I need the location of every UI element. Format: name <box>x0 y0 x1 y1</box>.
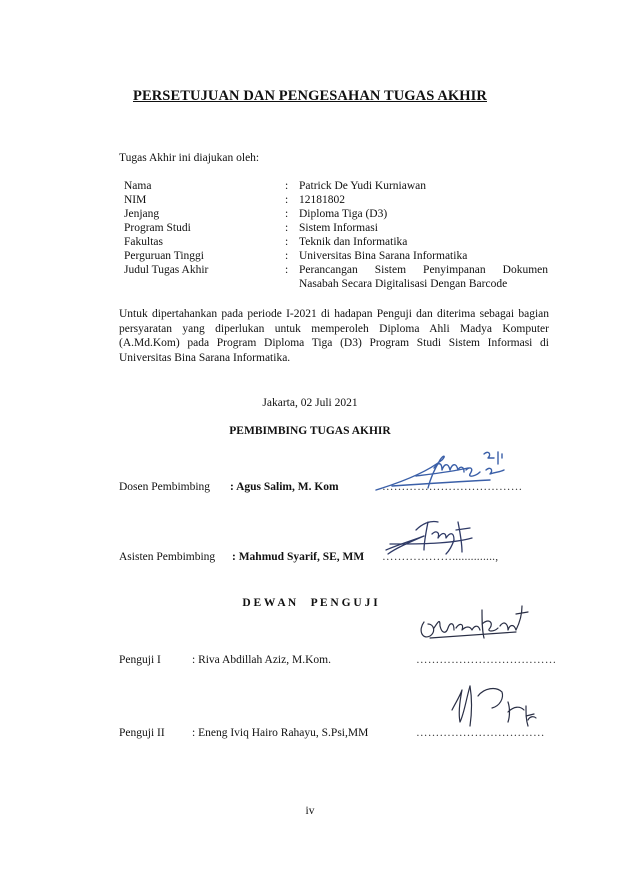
signature-line: ……………………………… <box>416 654 557 666</box>
purpose-paragraph: Untuk dipertahankan pada periode I-2021 di hadapan Penguji dan diterima sebagai bagian persyaratan yang diperlukan untuk memperoleh Diploma Ahli Madya Komputer (A.Md.Kom) pada Program Diploma Tiga (D3) Program Studi Sistem Informasi di Universitas Bina Sarana Informatika. <box>119 308 549 364</box>
examiner-role: Penguji I <box>119 654 161 666</box>
info-colon: : <box>285 236 289 248</box>
signature-advisor-1-icon <box>372 446 512 498</box>
info-colon: : <box>285 222 289 234</box>
advisor-heading: PEMBIMBING TUGAS AKHIR <box>229 425 391 437</box>
info-label: Judul Tugas Akhir <box>124 264 209 276</box>
info-colon: : <box>285 180 289 192</box>
info-label: Perguruan Tinggi <box>124 250 204 262</box>
page-number: iv <box>305 805 315 817</box>
info-label: Nama <box>124 180 152 192</box>
examiner-name: : Riva Abdillah Aziz, M.Kom. <box>192 654 331 666</box>
info-value: Sistem Informasi <box>299 222 378 234</box>
info-value: Perancangan Sistem Penyimpanan Dokumen <box>299 264 548 276</box>
info-colon: : <box>285 208 289 220</box>
info-value: Teknik dan Informatika <box>299 236 408 248</box>
info-value: Universitas Bina Sarana Informatika <box>299 250 468 262</box>
info-label: NIM <box>124 194 147 206</box>
info-label: Jenjang <box>124 208 160 220</box>
info-value-cont: Nasabah Secara Digitalisasi Dengan Barcode <box>299 278 508 290</box>
examiner-heading: D E W A N P E N G U J I <box>242 597 378 609</box>
info-label: Fakultas <box>124 236 163 248</box>
place-date: Jakarta, 02 Juli 2021 <box>262 397 358 409</box>
advisor-role: Dosen Pembimbing <box>119 481 211 493</box>
advisor-name: : Agus Salim, M. Kom <box>230 481 339 493</box>
signature-line: …………………………… <box>416 727 545 739</box>
document-title: PERSETUJUAN DAN PENGESAHAN TUGAS AKHIR <box>132 88 487 104</box>
signature-line: ……………………………… <box>382 481 523 493</box>
advisor-role: Asisten Pembimbing <box>119 551 216 563</box>
signature-examiner-2-icon <box>448 676 548 732</box>
info-colon: : <box>285 250 289 262</box>
signature-examiner-1-icon <box>416 600 534 644</box>
signature-advisor-2-icon <box>380 514 480 562</box>
examiner-role: Penguji II <box>119 727 165 739</box>
signature-line: ……………….............., <box>382 551 499 563</box>
info-value: 12181802 <box>299 194 345 206</box>
info-colon: : <box>285 194 289 206</box>
examiner-name: : Eneng Iviq Hairo Rahayu, S.Psi,MM <box>192 727 369 739</box>
info-value: Patrick De Yudi Kurniawan <box>299 180 426 192</box>
info-value: Diploma Tiga (D3) <box>299 208 388 220</box>
info-colon: : <box>285 264 289 276</box>
advisor-name: : Mahmud Syarif, SE, MM <box>232 551 365 563</box>
info-label: Program Studi <box>124 222 191 234</box>
intro-text: Tugas Akhir ini diajukan oleh: <box>119 152 260 164</box>
